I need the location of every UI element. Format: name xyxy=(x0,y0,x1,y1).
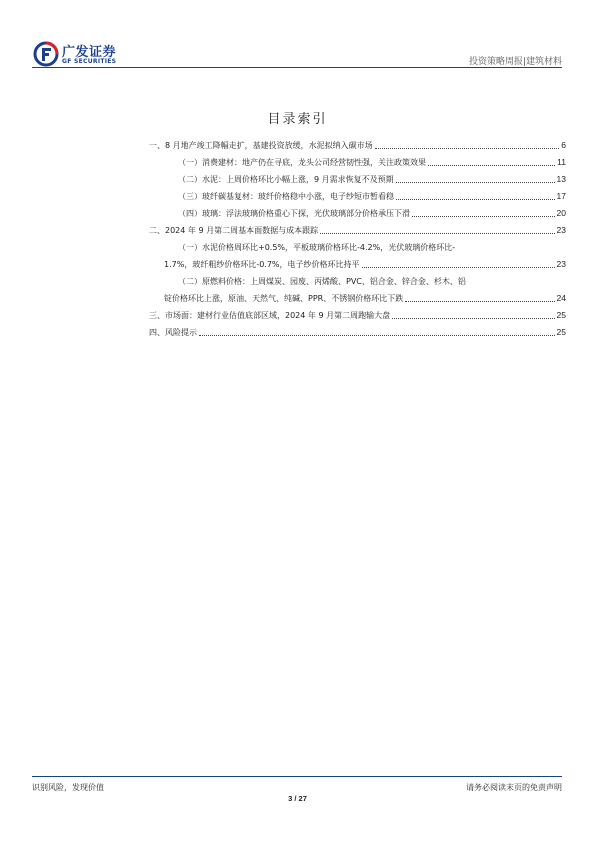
toc-entry-page: 23 xyxy=(556,225,566,235)
footer-slogan: 识别风险，发现价值 xyxy=(32,783,104,792)
toc-entry[interactable] xyxy=(178,205,566,222)
leader-dots xyxy=(392,318,554,319)
footer-divider xyxy=(32,776,562,777)
leader-dots xyxy=(362,267,555,268)
header-divider xyxy=(32,67,562,68)
toc-entry-page: 25 xyxy=(556,327,566,337)
toc-entry-text: 四、风险提示 xyxy=(149,328,197,337)
gf-securities-logo xyxy=(32,40,152,68)
leader-dots xyxy=(412,216,555,217)
leader-dots xyxy=(396,182,555,183)
gf-logo-mark-icon xyxy=(32,40,60,68)
toc-entry-page: 20 xyxy=(556,208,566,218)
toc-entry-text-continued: 锭价格环比上涨，原油、天然气、纯碱、PPR、不锈钢价格环比下跌 xyxy=(164,294,404,303)
toc-entry-page: 24 xyxy=(556,293,566,303)
logo-english-name: GF SECURITIES xyxy=(62,58,117,65)
toc-entry-page: 23 xyxy=(556,259,566,269)
report-type-label: 投资策略周报|建筑材料 xyxy=(468,57,562,67)
toc-entry-text: （二）水泥：上周价格环比小幅上涨，9 月需求恢复不及预期 xyxy=(178,175,394,184)
toc-entry-text-continued: 1.7%，玻纤粗纱价格环比-0.7%，电子纱价格环比持平 xyxy=(164,260,360,269)
leader-dots xyxy=(375,148,560,149)
logo-chinese-name: 广发证券 xyxy=(62,45,117,60)
page-number: 3 / 27 xyxy=(288,794,307,803)
page-header xyxy=(32,40,562,66)
toc-entry-text: 一、8 月地产竣工降幅走扩，基建投资放缓，水泥拟纳入碳市场 xyxy=(149,141,373,150)
toc-entry-text: 二、2024 年 9 月第二周基本面数据与成本跟踪 xyxy=(149,226,319,235)
toc-entry-text: （二）原燃料价格：上周煤炭、园废、丙烯酸、PVC、铝合金、锌合金、杉木、铝 xyxy=(178,277,466,286)
leader-dots xyxy=(396,199,555,200)
toc-entry-page: 6 xyxy=(561,140,566,150)
footer-disclaimer-note: 请务必阅读末页的免责声明 xyxy=(466,783,562,792)
toc-entry-page: 17 xyxy=(556,191,566,201)
toc-title: 目录索引 xyxy=(267,112,328,127)
toc-entry[interactable] xyxy=(164,239,566,273)
toc-entry[interactable] xyxy=(178,154,566,171)
toc-entry[interactable] xyxy=(164,273,566,307)
toc-entry[interactable] xyxy=(178,171,566,188)
toc-entry-page: 13 xyxy=(556,174,566,184)
toc-entry[interactable] xyxy=(149,307,566,324)
toc-entry[interactable] xyxy=(149,324,566,341)
toc-entry[interactable] xyxy=(149,137,566,154)
leader-dots xyxy=(320,233,554,234)
toc-entry[interactable] xyxy=(178,188,566,205)
toc-entry-text: （一）水泥价格周环比+0.5%，平板玻璃价格环比-4.2%，光伏玻璃价格环比- xyxy=(178,243,456,252)
toc-entry-page: 25 xyxy=(556,310,566,320)
leader-dots xyxy=(199,335,555,336)
toc-entry-text: （一）消费建材：地产仍在寻底，龙头公司经营韧性强，关注政策效果 xyxy=(178,158,426,167)
toc-entry-text: （四）玻璃：浮法玻璃价格重心下探，光伏玻璃部分价格承压下滑 xyxy=(178,209,410,218)
toc-entry-page: 11 xyxy=(557,157,566,167)
table-of-contents xyxy=(149,137,566,341)
leader-dots xyxy=(428,165,555,166)
toc-entry-text: （三）玻纤碳基复材：玻纤价格稳中小涨，电子纱短市暂看稳 xyxy=(178,192,394,201)
leader-dots xyxy=(405,301,554,302)
toc-entry[interactable] xyxy=(149,222,566,239)
toc-entry-text: 三、市场面：建材行业估值底部区域，2024 年 9 月第二周跑输大盘 xyxy=(149,311,391,320)
